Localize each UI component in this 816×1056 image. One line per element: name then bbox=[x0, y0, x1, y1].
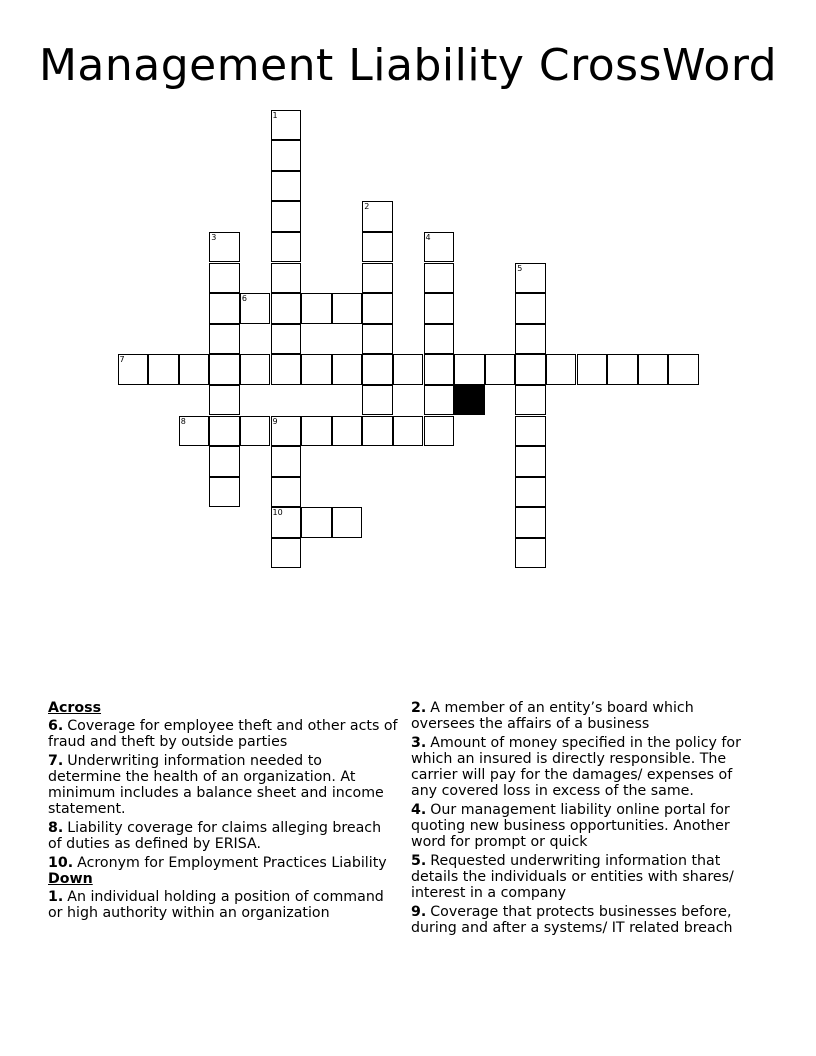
grid-cell[interactable] bbox=[271, 477, 302, 508]
grid-cell[interactable] bbox=[301, 507, 332, 538]
grid-cell[interactable] bbox=[515, 354, 546, 385]
grid-cell[interactable] bbox=[271, 232, 302, 263]
grid-cell[interactable] bbox=[271, 416, 302, 447]
grid-cell[interactable] bbox=[638, 354, 669, 385]
clue-text: Acronym for Employment Practices Liability bbox=[77, 855, 387, 871]
clue-text: Coverage for employee theft and other acts of fraud and theft by outside parties bbox=[48, 718, 398, 750]
grid-cell[interactable] bbox=[362, 201, 393, 232]
down-heading: Down bbox=[48, 871, 93, 887]
grid-cell[interactable] bbox=[362, 354, 393, 385]
grid-cell[interactable] bbox=[515, 416, 546, 447]
clues-right-column bbox=[411, 700, 761, 939]
grid-cell[interactable] bbox=[209, 354, 240, 385]
grid-cell[interactable] bbox=[271, 538, 302, 569]
cell-number: 8 bbox=[180, 416, 186, 426]
grid-cell[interactable] bbox=[301, 416, 332, 447]
cell-number: 6 bbox=[241, 294, 247, 304]
grid-cell[interactable] bbox=[393, 354, 424, 385]
grid-cell[interactable] bbox=[515, 324, 546, 355]
grid-cell[interactable] bbox=[179, 354, 210, 385]
clue-text: A member of an entity’s board which oversees the affairs of a business bbox=[411, 700, 694, 732]
grid-cell[interactable] bbox=[362, 385, 393, 416]
clue-number: 10. bbox=[48, 855, 74, 871]
grid-cell[interactable] bbox=[271, 263, 302, 294]
grid-cell[interactable] bbox=[332, 507, 363, 538]
cell-number: 4 bbox=[425, 232, 431, 242]
grid-cell[interactable] bbox=[577, 354, 608, 385]
across-heading: Across bbox=[48, 700, 102, 716]
grid-cell[interactable] bbox=[424, 263, 455, 294]
grid-cell[interactable] bbox=[515, 293, 546, 324]
grid-cell[interactable] bbox=[271, 507, 302, 538]
grid-cell[interactable] bbox=[271, 354, 302, 385]
grid-cell[interactable] bbox=[209, 416, 240, 447]
clue-number: 7. bbox=[48, 753, 64, 769]
clue-down-9 bbox=[411, 904, 761, 936]
cell-number: 9 bbox=[272, 416, 278, 426]
grid-cell[interactable] bbox=[271, 446, 302, 477]
grid-cell[interactable] bbox=[607, 354, 638, 385]
grid-cell[interactable] bbox=[424, 416, 455, 447]
grid-cell[interactable] bbox=[240, 293, 271, 324]
grid-cell[interactable] bbox=[301, 293, 332, 324]
grid-cell[interactable] bbox=[515, 507, 546, 538]
clue-down-5 bbox=[411, 853, 761, 901]
clue-text: Coverage that protects businesses before, during and after a systems/ IT related breach bbox=[411, 904, 733, 936]
clue-text: Our management liability online portal for quoting new business opportunities. Another word for prompt or quick bbox=[411, 802, 730, 850]
clue-number: 4. bbox=[411, 802, 427, 818]
grid-cell[interactable] bbox=[271, 324, 302, 355]
grid-cell[interactable] bbox=[546, 354, 577, 385]
clue-down-1 bbox=[48, 889, 398, 921]
grid-cell[interactable] bbox=[362, 232, 393, 263]
clue-number: 8. bbox=[48, 820, 64, 836]
grid-cell[interactable] bbox=[393, 416, 424, 447]
clue-down-4 bbox=[411, 802, 761, 850]
grid-cell[interactable] bbox=[515, 385, 546, 416]
grid-cell[interactable] bbox=[454, 354, 485, 385]
grid-cell[interactable] bbox=[332, 354, 363, 385]
clues-left-column bbox=[48, 700, 398, 924]
grid-cell[interactable] bbox=[362, 293, 393, 324]
grid-cell[interactable] bbox=[424, 385, 455, 416]
cell-number: 3 bbox=[211, 232, 217, 242]
clue-across-8 bbox=[48, 820, 398, 852]
grid-cell[interactable] bbox=[148, 354, 179, 385]
grid-cell[interactable] bbox=[209, 263, 240, 294]
grid-cell[interactable] bbox=[332, 293, 363, 324]
cell-number: 2 bbox=[364, 202, 370, 212]
grid-cell[interactable] bbox=[271, 110, 302, 141]
cell-number: 10 bbox=[272, 508, 283, 518]
clue-number: 1. bbox=[48, 889, 64, 905]
clue-text: An individual holding a position of command or high authority within an organization bbox=[48, 889, 384, 921]
cell-number: 7 bbox=[119, 355, 125, 365]
grid-cell[interactable] bbox=[515, 263, 546, 294]
clue-number: 6. bbox=[48, 718, 64, 734]
grid-cell[interactable] bbox=[209, 477, 240, 508]
grid-cell[interactable] bbox=[271, 171, 302, 202]
clue-across-10 bbox=[48, 855, 398, 871]
clue-text: Requested underwriting information that details the individuals or entities with shares/ interest in a company bbox=[411, 853, 734, 901]
grid-cell[interactable] bbox=[668, 354, 699, 385]
grid-cell[interactable] bbox=[424, 293, 455, 324]
grid-cell[interactable] bbox=[179, 416, 210, 447]
clue-number: 9. bbox=[411, 904, 427, 920]
grid-cell[interactable] bbox=[424, 324, 455, 355]
grid-cell[interactable] bbox=[301, 354, 332, 385]
grid-cell[interactable] bbox=[362, 416, 393, 447]
grid-cell[interactable] bbox=[271, 293, 302, 324]
cell-number: 1 bbox=[272, 110, 278, 120]
grid-cell[interactable] bbox=[332, 416, 363, 447]
clue-down-3 bbox=[411, 735, 761, 799]
clue-down-2 bbox=[411, 700, 761, 732]
grid-cell[interactable] bbox=[485, 354, 516, 385]
clue-text: Liability coverage for claims alleging breach of duties as defined by ERISA. bbox=[48, 820, 382, 852]
grid-cell[interactable] bbox=[362, 263, 393, 294]
grid-cell[interactable] bbox=[271, 201, 302, 232]
grid-cell[interactable] bbox=[209, 324, 240, 355]
clue-across-6 bbox=[48, 718, 398, 750]
grid-cell[interactable] bbox=[209, 232, 240, 263]
grid-cell[interactable] bbox=[118, 354, 149, 385]
black-cell bbox=[454, 385, 485, 416]
grid-cell[interactable] bbox=[424, 354, 455, 385]
grid-cell[interactable] bbox=[209, 446, 240, 477]
page-title: Management Liability CrossWord bbox=[38, 40, 778, 91]
clue-number: 5. bbox=[411, 853, 427, 869]
grid-cell[interactable] bbox=[515, 477, 546, 508]
grid-cell[interactable] bbox=[515, 446, 546, 477]
clue-number: 3. bbox=[411, 735, 427, 751]
cell-number: 5 bbox=[517, 263, 523, 273]
clue-text: Underwriting information needed to determine the health of an organization. At minimum includes a balance sheet and income statement. bbox=[48, 753, 384, 817]
clue-across-7 bbox=[48, 753, 398, 817]
grid-cell[interactable] bbox=[515, 538, 546, 569]
grid-cell[interactable] bbox=[240, 416, 271, 447]
grid-cell[interactable] bbox=[209, 385, 240, 416]
grid-cell[interactable] bbox=[209, 293, 240, 324]
clue-number: 2. bbox=[411, 700, 427, 716]
grid-cell[interactable] bbox=[362, 324, 393, 355]
grid-cell[interactable] bbox=[240, 354, 271, 385]
grid-cell[interactable] bbox=[424, 232, 455, 263]
grid-cell[interactable] bbox=[271, 140, 302, 171]
clue-text: Amount of money specified in the policy for which an insured is directly responsible. The carrier will pay for the damages/ expenses of any covered loss in excess of the same. bbox=[411, 735, 741, 799]
